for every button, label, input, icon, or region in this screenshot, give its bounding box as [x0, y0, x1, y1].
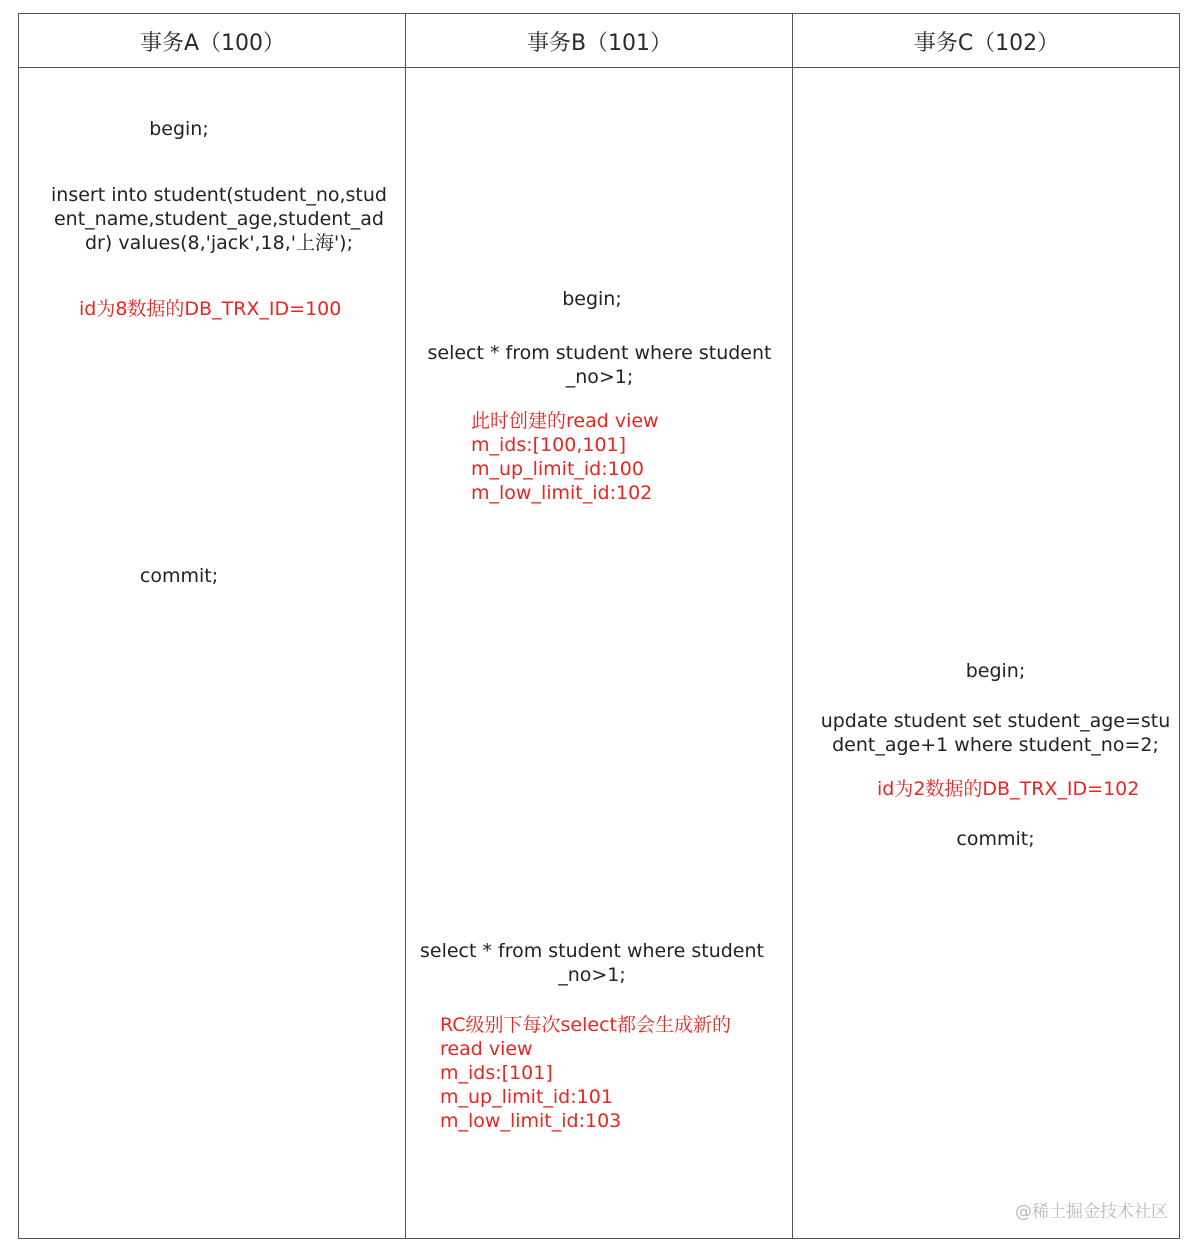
c-commit: commit; — [956, 828, 1035, 850]
b-select1-line-1: select * from student where student — [427, 342, 772, 364]
header-transaction-c: 事务C（102） — [913, 30, 1060, 56]
a-begin: begin; — [149, 118, 209, 140]
a-trx-id-note: id为8数据的DB_TRX_ID=100 — [79, 298, 342, 320]
c-begin: begin; — [965, 660, 1026, 682]
a-insert-line-3: dr) values(8,'jack',18,'上海'); — [85, 232, 353, 254]
b-note2-line-2: read view — [440, 1038, 533, 1060]
b-begin: begin; — [562, 288, 622, 310]
a-commit: commit; — [139, 565, 219, 587]
b-note2-line-3: m_ids:[101] — [440, 1062, 553, 1084]
c-update-line-1: update student set student_age=stu — [820, 710, 1171, 732]
b-select-statement-2 — [406, 939, 778, 987]
header-transaction-b: 事务B（101） — [526, 30, 673, 56]
b-select2-line-2: _no>1; — [558, 964, 626, 986]
a-insert-line-2: ent_name,student_age,student_ad — [53, 208, 384, 230]
b-read-view-note-1 — [471, 409, 659, 505]
b-note1-line-4: m_low_limit_id:102 — [471, 482, 653, 504]
c-trx-id-note: id为2数据的DB_TRX_ID=102 — [877, 778, 1140, 800]
column-divider-2 — [792, 14, 793, 1238]
b-note2-line-1: RC级别下每次select都会生成新的 — [440, 1014, 731, 1036]
header-transaction-a: 事务A（100） — [139, 30, 286, 56]
transaction-timeline-table — [18, 13, 1180, 1239]
b-select-statement-1 — [406, 341, 793, 389]
a-insert-line-1: insert into student(student_no,stud — [51, 184, 387, 206]
b-note2-line-4: m_up_limit_id:101 — [440, 1086, 613, 1108]
a-insert-statement — [19, 183, 419, 255]
b-select2-line-1: select * from student where student — [420, 940, 764, 962]
b-note1-line-2: m_ids:[100,101] — [471, 434, 627, 456]
watermark: @稀土掘金技术社区 — [1015, 1202, 1168, 1222]
b-note2-line-5: m_low_limit_id:103 — [440, 1110, 622, 1132]
c-update-line-2: dent_age+1 where student_no=2; — [832, 734, 1159, 756]
b-note1-line-1: 此时创建的read view — [471, 410, 659, 432]
b-read-view-note-2 — [440, 1013, 731, 1133]
b-note1-line-3: m_up_limit_id:100 — [471, 458, 644, 480]
c-update-statement — [793, 709, 1198, 757]
b-select1-line-2: _no>1; — [565, 366, 634, 388]
